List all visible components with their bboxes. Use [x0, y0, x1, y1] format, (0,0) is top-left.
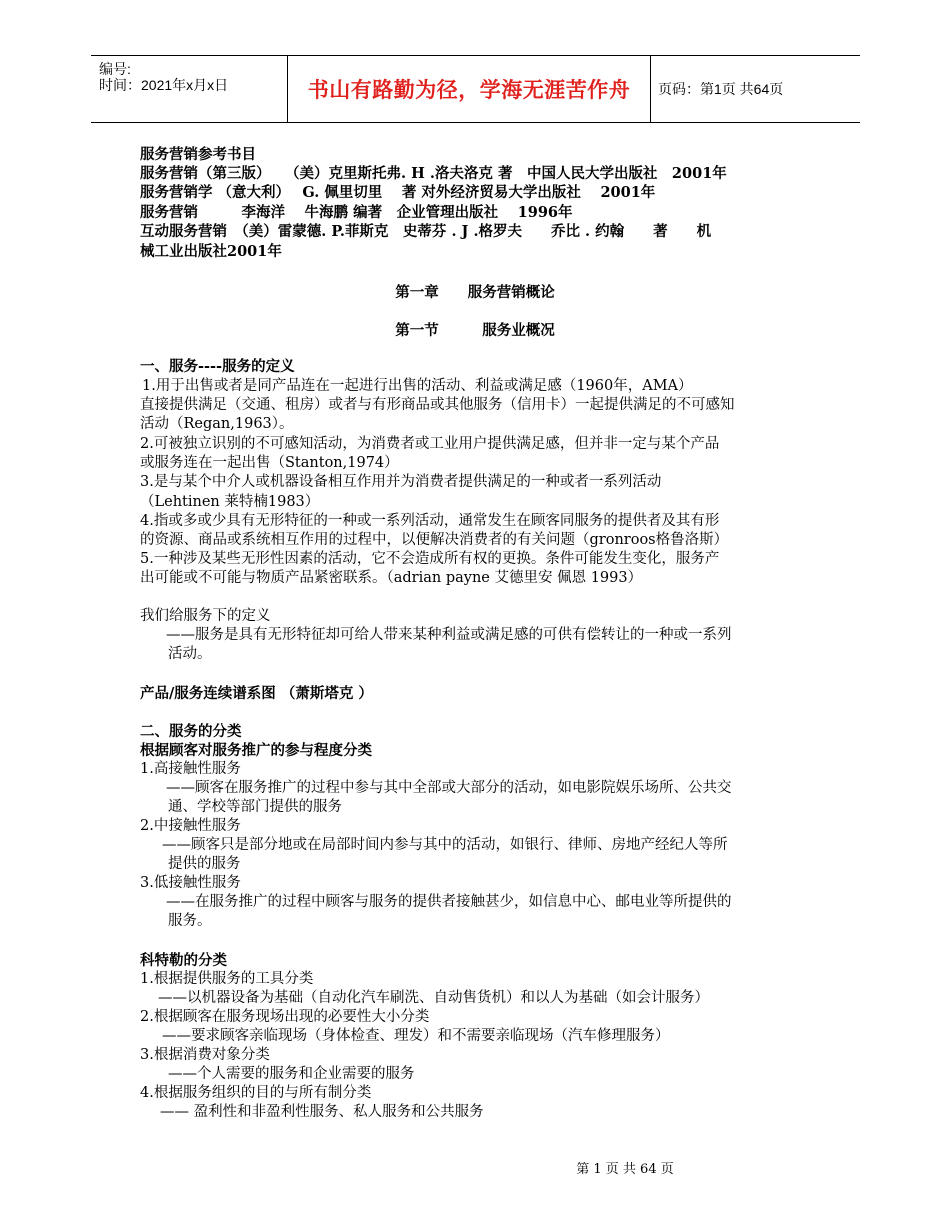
classification-desc: ——顾客只是部分地或在局部时间内参与其中的活动，如银行、律师、房地产经纪人等所	[162, 837, 728, 853]
kotler-item: 2.根据顾客在服务现场出现的必要性大小分类	[140, 1009, 430, 1025]
kotler-item: 1.根据提供服务的工具分类	[140, 971, 314, 987]
our-definition-line: 活动。	[168, 646, 212, 662]
kotler-item: 3.根据消费对象分类	[140, 1047, 270, 1063]
header-motto-cell	[287, 56, 651, 122]
references-title: 服务营销参考书目	[140, 146, 256, 163]
kotler-item: 4.根据服务组织的目的与所有制分类	[140, 1085, 372, 1101]
chapter-title: 第一章 服务营销概论	[395, 284, 555, 301]
motto-text: 书山有路勤为径，学海无涯苦作舟	[307, 78, 631, 102]
classification-item: 1.高接触性服务	[140, 761, 241, 777]
definition-line: 出可能或不可能与物质产品紧密联系。（adrian payne 艾德里安 佩恩 1993）	[140, 570, 643, 586]
kotler-heading: 科特勒的分类	[140, 952, 227, 969]
definition-line: 5.一种涉及某些无形性因素的活动，它不会造成所有权的更换。条件可能发生变化，服务产	[140, 551, 720, 567]
header-meta-cell	[91, 56, 287, 122]
number-label: 编号:	[99, 61, 131, 77]
definition-line: 直接提供满足（交通、租房）或者与有形商品或其他服务（信用卡）一起提供满足的不可感知	[140, 397, 735, 413]
page-info: 页码：第1页 共64页	[658, 81, 784, 97]
classification-desc: 服务。	[168, 913, 212, 929]
classification-desc: ——在服务推广的过程中顾客与服务的提供者接触甚少，如信息中心、邮电业等所提供的	[166, 894, 732, 910]
reference-item: 械工业出版社2001年	[140, 243, 282, 260]
definition-line: （Lehtinen 莱特楠1983）	[140, 494, 320, 510]
definition-line: 活动（Regan,1963）。	[140, 416, 294, 432]
definition-line: 4.指或多或少具有无形特征的一种或一系列活动，通常发生在顾客同服务的提供者及其有形	[140, 513, 720, 529]
section-title: 第一节 服务业概况	[395, 322, 555, 339]
classification-item: 2.中接触性服务	[140, 818, 241, 834]
reference-item: 互动服务营销 （美）雷蒙德. P.菲斯克 史蒂芬 . J .格罗夫 乔比 . 约翰 著 机	[140, 223, 712, 240]
definition-line: 的资源、商品或系统相互作用的过程中，以便解决消费者的有关问题（gronroos格鲁洛斯）	[140, 532, 729, 548]
classification-desc: 通、学校等部门提供的服务	[168, 799, 342, 815]
page-footer: 第 1 页 共 64 页	[576, 1162, 674, 1177]
definition-line: 或服务连在一起出售（Stanton,1974）	[140, 455, 399, 471]
reference-item: 服务营销 李海洋 牛海鹏 编著 企业管理出版社 1996年	[140, 204, 573, 221]
page-header	[91, 55, 860, 123]
our-definition-label: 我们给服务下的定义	[140, 608, 271, 624]
kotler-desc: —— 盈利性和非盈利性服务、私人服务和公共服务	[160, 1104, 484, 1120]
part1-heading: 一、服务----服务的定义	[140, 358, 295, 375]
reference-item: 服务营销学 （意大利） G. 佩里切里 著 对外经济贸易大学出版社 2001年	[140, 184, 656, 201]
header-page-cell	[650, 56, 860, 122]
classification-desc: 提供的服务	[168, 856, 241, 872]
part2-subheading: 根据顾客对服务推广的参与程度分类	[140, 742, 372, 759]
reference-item: 服务营销（第三版） （美）克里斯托弗. H .洛夫洛克 著 中国人民大学出版社 2001年	[140, 165, 727, 182]
definition-line: 3.是与某个中介人或机器设备相互作用并为消费者提供满足的一种或者一系列活动	[140, 474, 662, 490]
spectrum-title: 产品/服务连续谱系图 （萧斯塔克 ）	[140, 685, 373, 702]
kotler-desc: ——以机器设备为基础（自动化汽车刷洗、自动售货机）和以人为基础（如会计服务）	[158, 990, 709, 1006]
part2-heading: 二、服务的分类	[140, 723, 242, 740]
kotler-desc: ——要求顾客亲临现场（身体检查、理发）和不需要亲临现场（汽车修理服务）	[162, 1028, 670, 1044]
definition-line: 1.用于出售或者是同产品连在一起进行出售的活动、利益或满足感（1960年，AMA）	[142, 378, 693, 394]
time-label: 时间：2021年x月x日	[99, 77, 229, 93]
our-definition-line: ——服务是具有无形特征却可给人带来某种利益或满足感的可供有偿转让的一种或一系列	[166, 627, 732, 643]
classification-desc: ——顾客在服务推广的过程中参与其中全部或大部分的活动，如电影院娱乐场所、公共交	[166, 780, 732, 796]
kotler-desc: ——个人需要的服务和企业需要的服务	[168, 1066, 415, 1082]
definition-line: 2.可被独立识别的不可感知活动，为消费者或工业用户提供满足感，但并非一定与某个产品	[140, 436, 720, 452]
classification-item: 3.低接触性服务	[140, 875, 241, 891]
